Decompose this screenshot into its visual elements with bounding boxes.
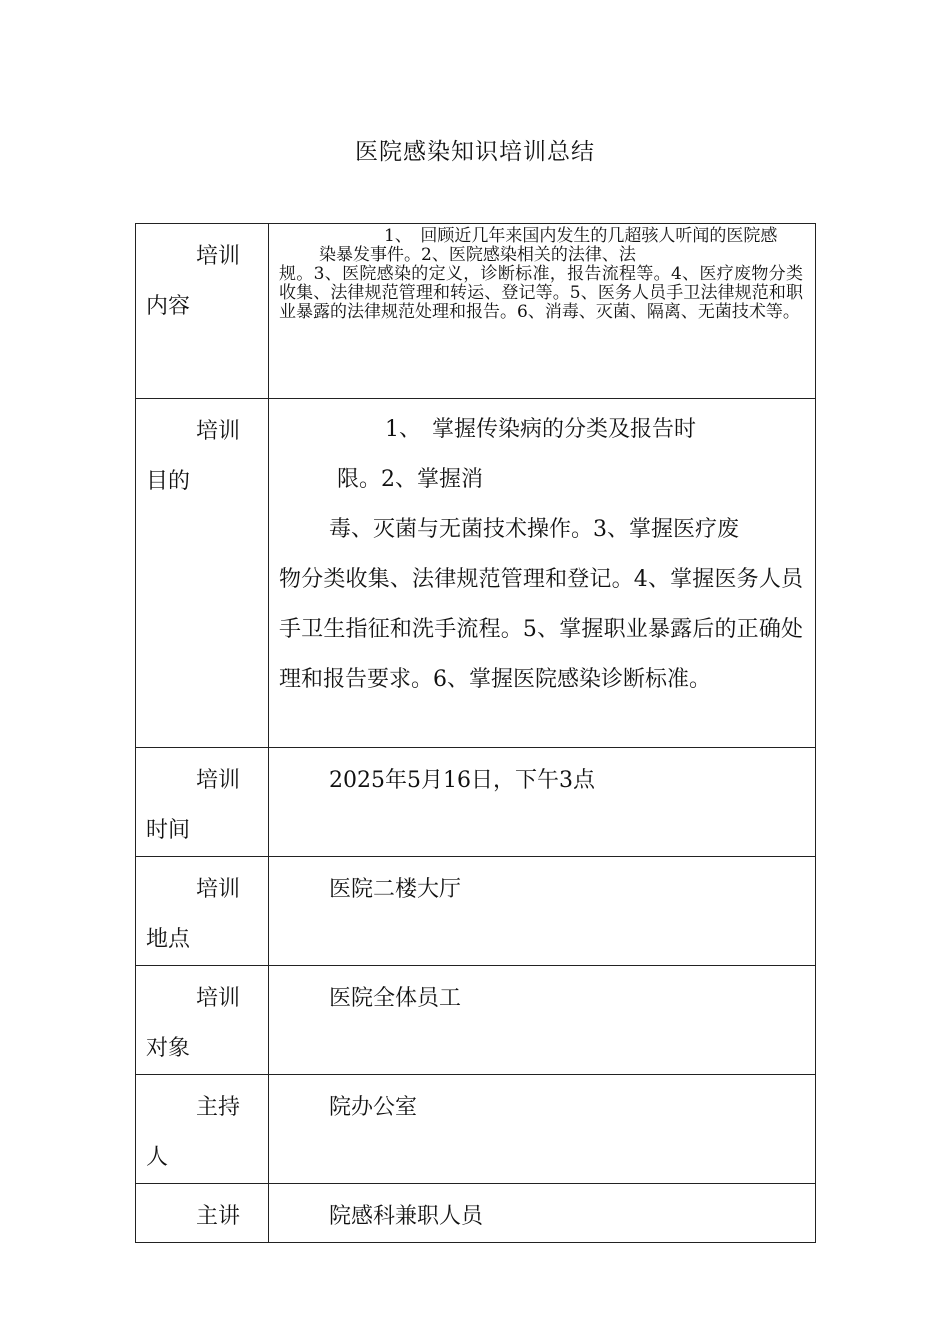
row-value: 院办公室 xyxy=(329,1095,418,1120)
value-rest: 物分类收集、法律规范管理和登记。4、掌握医务人员手卫生指征和洗手流程。5、掌握职业暴露后的正确处理和报告要求。6、掌握医院感染诊断标准。 xyxy=(279,567,803,692)
row-label-cell xyxy=(136,966,269,1075)
label-line1: 培训 xyxy=(196,877,241,902)
value-rest: 规。3、医院感染的定义，诊断标准，报告流程等。4、医疗废物分类收集、法律规范管理和转运、登记等。5、医务人员手卫法律规范和职业暴露的法律规范处理和报告。6、消毒、灭菌、隔离、无菌技术等。 xyxy=(279,264,803,322)
label-line1: 培训 xyxy=(196,419,241,444)
label-line2: 目的 xyxy=(146,469,191,494)
row-label-cell xyxy=(136,748,269,857)
row-value-cell xyxy=(269,1184,816,1243)
row-value: 医院二楼大厅 xyxy=(329,877,462,902)
table-row-audience xyxy=(136,966,816,1075)
row-value: 2025年5月16日，下午3点 xyxy=(329,768,595,793)
table-row-time xyxy=(136,748,816,857)
label-line1: 培训 xyxy=(196,768,241,793)
row-value-cell xyxy=(269,1075,816,1184)
value-line2: 限。2、掌握消 xyxy=(337,467,483,492)
row-value-cell xyxy=(269,748,816,857)
value-line3: 毒、灭菌与无菌技术操作。3、掌握医疗废 xyxy=(329,517,739,542)
row-value: 院感科兼职人员 xyxy=(329,1204,484,1229)
document-title: 医院感染知识培训总结 xyxy=(355,139,595,165)
row-value-cell xyxy=(269,966,816,1075)
row-label-cell xyxy=(136,1184,269,1243)
row-label-cell xyxy=(136,857,269,966)
table-row-location xyxy=(136,857,816,966)
row-value-cell xyxy=(269,224,816,399)
table-row-purpose xyxy=(136,399,816,748)
row-value-cell xyxy=(269,857,816,966)
row-label-cell xyxy=(136,1075,269,1184)
value-line1: 1、 掌握传染病的分类及报告时 xyxy=(385,417,696,442)
table-row-content xyxy=(136,224,816,399)
training-summary-table xyxy=(135,223,816,1243)
label-line1: 主持 xyxy=(196,1095,241,1120)
label-line1: 培训 xyxy=(196,986,241,1011)
value-line1: 1、 回顾近几年来国内发生的几超骇人听闻的医院感 xyxy=(384,226,778,246)
value-line2: 染暴发事件。2、医院感染相关的法律、法 xyxy=(319,245,636,265)
label-line1: 培训 xyxy=(196,244,241,269)
label-line1: 主讲 xyxy=(196,1204,241,1229)
row-label-cell xyxy=(136,399,269,748)
table-row-host xyxy=(136,1075,816,1184)
label-line2: 内容 xyxy=(146,294,191,319)
label-line2: 人 xyxy=(146,1145,169,1170)
row-value-cell xyxy=(269,399,816,748)
label-line2: 时间 xyxy=(146,818,191,843)
row-value: 医院全体员工 xyxy=(329,986,462,1011)
table-row-speaker xyxy=(136,1184,816,1243)
label-line2: 地点 xyxy=(146,927,191,952)
label-line2: 对象 xyxy=(146,1036,191,1061)
row-label-cell xyxy=(136,224,269,399)
